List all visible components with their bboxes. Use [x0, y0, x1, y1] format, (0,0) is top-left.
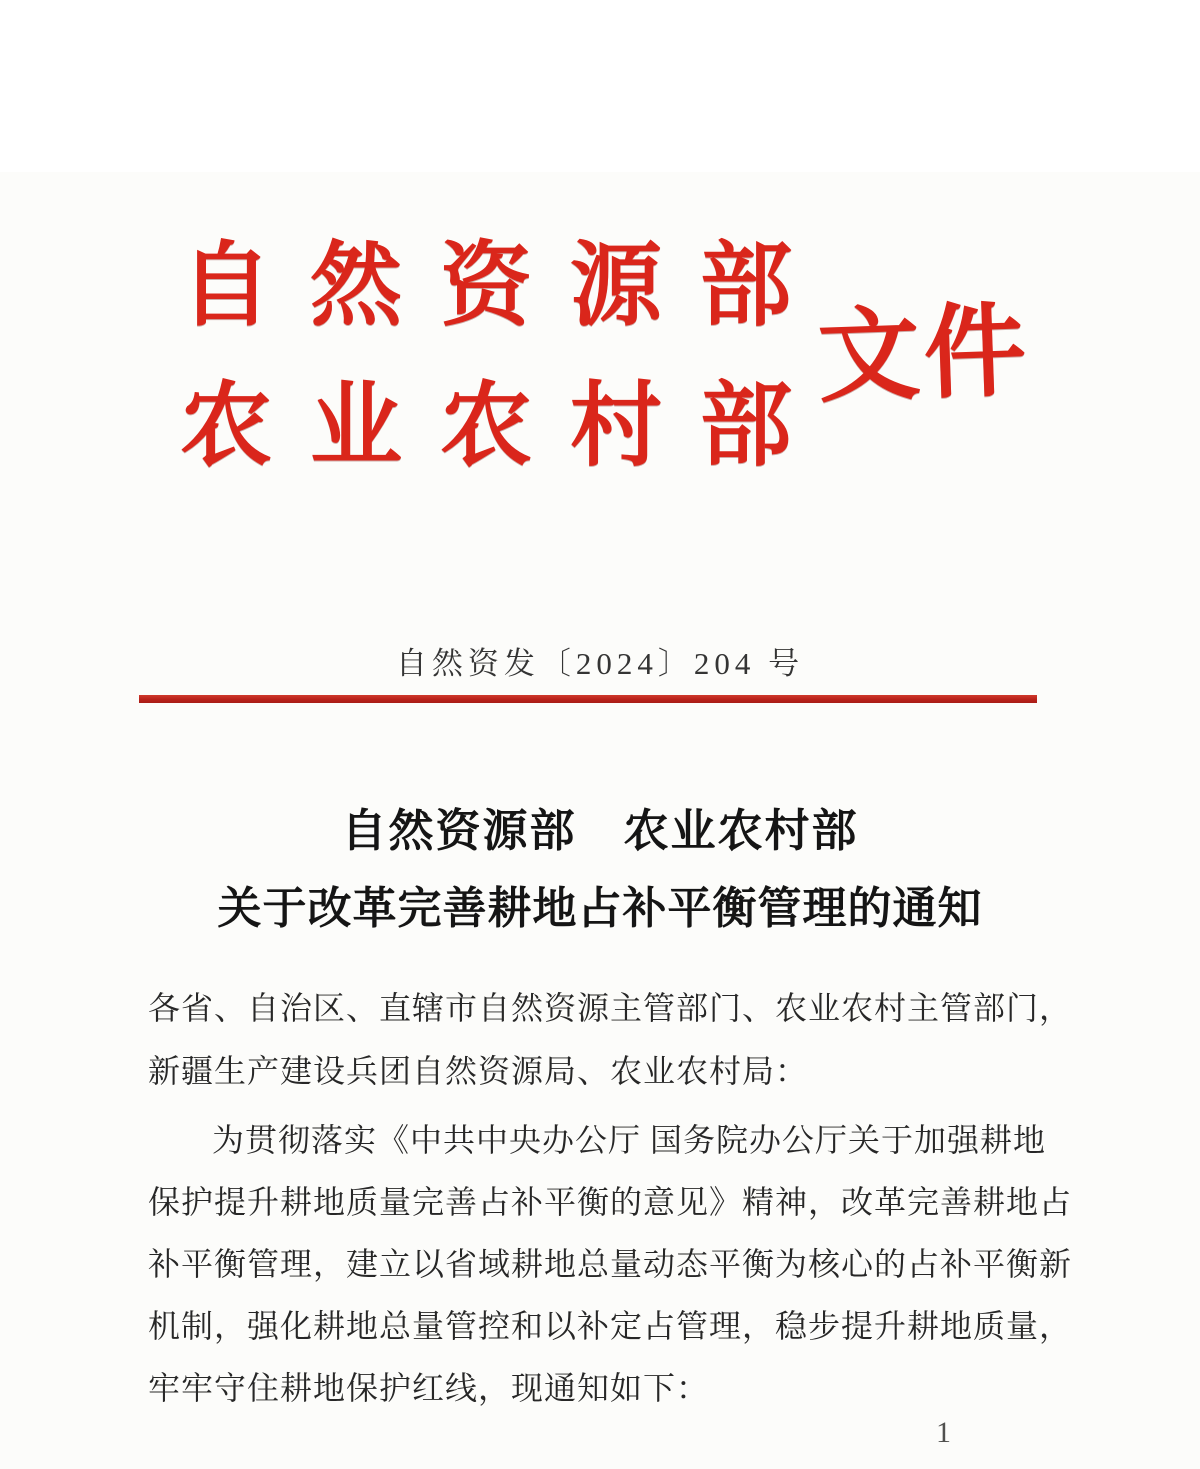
letterhead-org-line1: 自然资源部 [180, 235, 831, 337]
page-number: 1 [936, 1416, 951, 1449]
letterhead-org-names [180, 235, 831, 477]
addressee-line-2: 新疆生产建设兵团自然资源局、农业农村局： [148, 1053, 809, 1089]
intro-line-1: 为贯彻落实《中共中央办公厅 国务院办公厅关于加强耕地 [212, 1122, 1047, 1158]
document-reference-number: 自然资发〔2024〕204 号 [395, 646, 805, 681]
intro-paragraph [148, 1109, 1073, 1419]
document-title [0, 806, 1200, 934]
document-title-line1: 自然资源部 农业农村部 [341, 806, 859, 856]
document-title-line2: 关于改革完善耕地占补平衡管理的通知 [217, 883, 983, 933]
letterhead-org-line2: 农业农村部 [180, 375, 831, 477]
addressee-paragraph [148, 977, 1073, 1103]
document-body [148, 977, 1073, 1419]
intro-line-2: 保护提升耕地质量完善占补平衡的意见》精神，改革完善耕地占 [148, 1184, 1073, 1220]
letterhead-document-word: 文件 [816, 295, 1032, 416]
addressee-line-1: 各省、自治区、直辖市自然资源主管部门、农业农村主管部门， [148, 990, 1073, 1026]
intro-line-4: 机制，强化耕地总量管控和以补定占管理，稳步提升耕地质量， [148, 1308, 1073, 1344]
red-divider-rule [139, 695, 1037, 703]
intro-line-3: 补平衡管理，建立以省域耕地总量动态平衡为核心的占补平衡新 [148, 1246, 1073, 1282]
letterhead [180, 235, 1040, 477]
intro-line-5: 牢牢守住耕地保护红线，现通知如下： [148, 1370, 710, 1406]
